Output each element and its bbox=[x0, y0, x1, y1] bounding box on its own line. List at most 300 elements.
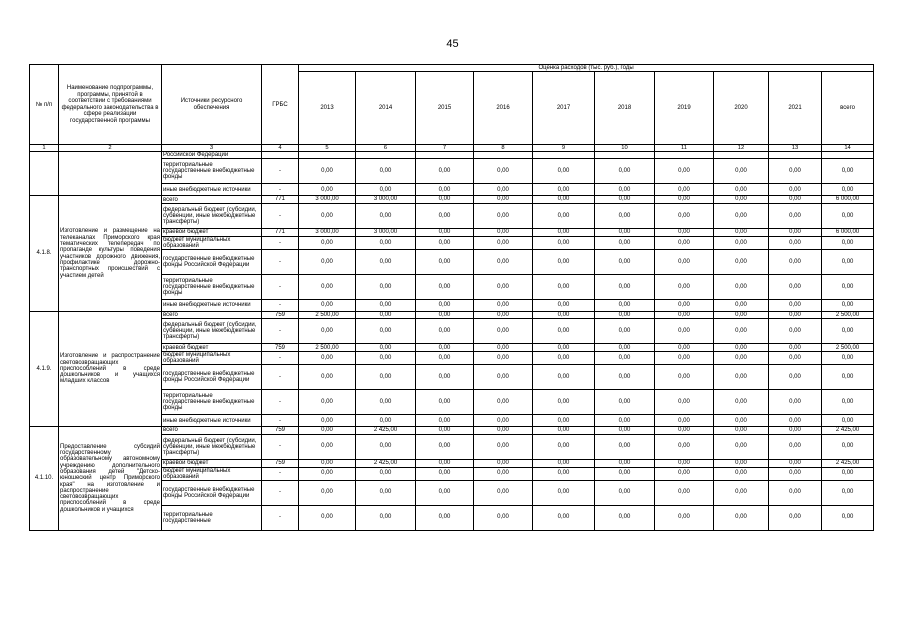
value-cell: 0,00 bbox=[416, 203, 474, 228]
funding-source: территориальные государственные bbox=[162, 505, 262, 530]
value-cell bbox=[299, 152, 356, 159]
grbs-code: - bbox=[262, 390, 299, 415]
value-cell: 0,00 bbox=[714, 459, 769, 467]
value-cell: 0,00 bbox=[474, 236, 533, 249]
grbs-code bbox=[262, 152, 299, 159]
value-cell: 2 425,00 bbox=[822, 427, 874, 434]
value-cell: 0,00 bbox=[416, 249, 474, 274]
column-numbers-row bbox=[30, 145, 874, 152]
value-cell: 0,00 bbox=[533, 249, 595, 274]
funding-source: территориальные государственные внебюджетные фонды bbox=[162, 159, 262, 184]
value-cell: 0,00 bbox=[474, 352, 533, 365]
value-cell bbox=[595, 152, 655, 159]
value-cell: 0,00 bbox=[533, 434, 595, 459]
value-cell: 0,00 bbox=[533, 319, 595, 344]
value-cell: 0,00 bbox=[595, 434, 655, 459]
value-cell: 0,00 bbox=[474, 159, 533, 184]
column-number: 2 bbox=[59, 145, 162, 152]
value-cell: 0,00 bbox=[533, 344, 595, 352]
column-number: 3 bbox=[162, 145, 262, 152]
value-cell: 0,00 bbox=[769, 311, 822, 318]
value-cell: 0,00 bbox=[714, 299, 769, 311]
value-cell: 0,00 bbox=[655, 184, 714, 196]
value-cell: 0,00 bbox=[356, 467, 416, 480]
value-cell: 0,00 bbox=[356, 299, 416, 311]
value-cell: 0,00 bbox=[714, 228, 769, 236]
value-cell: 2 425,00 bbox=[356, 427, 416, 434]
value-cell: 0,00 bbox=[533, 311, 595, 318]
value-cell: 0,00 bbox=[714, 184, 769, 196]
column-number: 8 bbox=[474, 145, 533, 152]
header-year: 2020 bbox=[714, 72, 769, 145]
value-cell: 0,00 bbox=[474, 459, 533, 467]
value-cell: 0,00 bbox=[533, 203, 595, 228]
value-cell: 0,00 bbox=[356, 184, 416, 196]
value-cell: 0,00 bbox=[533, 427, 595, 434]
value-cell: 0,00 bbox=[474, 196, 533, 203]
column-number: 11 bbox=[655, 145, 714, 152]
value-cell: 0,00 bbox=[714, 159, 769, 184]
grbs-code: - bbox=[262, 184, 299, 196]
value-cell: 0,00 bbox=[299, 203, 356, 228]
value-cell: 0,00 bbox=[595, 459, 655, 467]
value-cell: 0,00 bbox=[714, 415, 769, 427]
value-cell: 0,00 bbox=[356, 352, 416, 365]
value-cell: 0,00 bbox=[416, 274, 474, 299]
value-cell: 0,00 bbox=[416, 390, 474, 415]
grbs-code: - bbox=[262, 249, 299, 274]
value-cell: 0,00 bbox=[299, 319, 356, 344]
value-cell: 0,00 bbox=[769, 196, 822, 203]
value-cell: 0,00 bbox=[533, 415, 595, 427]
value-cell: 0,00 bbox=[416, 228, 474, 236]
value-cell: 0,00 bbox=[655, 249, 714, 274]
value-cell: 0,00 bbox=[655, 159, 714, 184]
funding-source: Российской Федерации bbox=[162, 152, 262, 159]
value-cell: 0,00 bbox=[655, 427, 714, 434]
value-cell: 0,00 bbox=[595, 299, 655, 311]
value-cell: 0,00 bbox=[769, 249, 822, 274]
value-cell: 0,00 bbox=[655, 236, 714, 249]
value-cell: 0,00 bbox=[299, 184, 356, 196]
value-cell: 0,00 bbox=[655, 344, 714, 352]
header-year: 2016 bbox=[474, 72, 533, 145]
value-cell: 0,00 bbox=[595, 319, 655, 344]
value-cell bbox=[474, 152, 533, 159]
header-year-total: всего bbox=[822, 72, 874, 145]
value-cell: 0,00 bbox=[655, 319, 714, 344]
value-cell: 0,00 bbox=[714, 427, 769, 434]
grbs-code: 759 bbox=[262, 344, 299, 352]
funding-source: государственные внебюджетные фонды Российской Федерации bbox=[162, 480, 262, 505]
value-cell bbox=[769, 152, 822, 159]
value-cell: 0,00 bbox=[533, 459, 595, 467]
value-cell: 0,00 bbox=[822, 203, 874, 228]
grbs-code: - bbox=[262, 352, 299, 365]
value-cell: 2 500,00 bbox=[299, 311, 356, 318]
header-col-name: Наименование подпрограммы, программы, принятой в соответствии с требованиями федерального законодательства в сфере реализации государственной программы bbox=[59, 65, 162, 145]
item-number: 4.1.9. bbox=[30, 311, 59, 426]
value-cell: 0,00 bbox=[655, 390, 714, 415]
value-cell: 0,00 bbox=[299, 467, 356, 480]
grbs-code: 759 bbox=[262, 311, 299, 318]
value-cell: 0,00 bbox=[714, 319, 769, 344]
value-cell: 0,00 bbox=[474, 203, 533, 228]
value-cell: 2 500,00 bbox=[822, 344, 874, 352]
header-year: 2014 bbox=[356, 72, 416, 145]
value-cell: 0,00 bbox=[533, 390, 595, 415]
value-cell: 0,00 bbox=[714, 467, 769, 480]
funding-source: государственные внебюджетные фонды Российской Федерации bbox=[162, 249, 262, 274]
item-number-cell bbox=[30, 152, 59, 196]
value-cell: 0,00 bbox=[822, 274, 874, 299]
column-number: 7 bbox=[416, 145, 474, 152]
value-cell: 3 000,00 bbox=[299, 228, 356, 236]
value-cell: 0,00 bbox=[655, 415, 714, 427]
table-row bbox=[30, 311, 874, 318]
value-cell: 0,00 bbox=[769, 467, 822, 480]
value-cell: 0,00 bbox=[655, 203, 714, 228]
value-cell: 0,00 bbox=[714, 344, 769, 352]
value-cell: 0,00 bbox=[416, 196, 474, 203]
value-cell: 0,00 bbox=[769, 236, 822, 249]
header-year: 2017 bbox=[533, 72, 595, 145]
value-cell: 0,00 bbox=[356, 319, 416, 344]
funding-source: федеральный бюджет (субсидии, субвенции, иные межбюджетные трансферты) bbox=[162, 434, 262, 459]
value-cell: 0,00 bbox=[299, 505, 356, 530]
funding-source: всего bbox=[162, 311, 262, 318]
value-cell: 0,00 bbox=[533, 299, 595, 311]
funding-source: иные внебюджетные источники bbox=[162, 184, 262, 196]
value-cell: 0,00 bbox=[769, 319, 822, 344]
column-number: 5 bbox=[299, 145, 356, 152]
item-number: 4.1.8. bbox=[30, 196, 59, 311]
value-cell: 0,00 bbox=[474, 228, 533, 236]
value-cell: 0,00 bbox=[299, 390, 356, 415]
column-number: 6 bbox=[356, 145, 416, 152]
grbs-code: 759 bbox=[262, 427, 299, 434]
value-cell: 0,00 bbox=[416, 344, 474, 352]
funding-source: краевой бюджет bbox=[162, 228, 262, 236]
value-cell: 0,00 bbox=[769, 203, 822, 228]
value-cell: 0,00 bbox=[416, 459, 474, 467]
value-cell: 0,00 bbox=[595, 467, 655, 480]
value-cell: 0,00 bbox=[595, 203, 655, 228]
table-row bbox=[30, 152, 874, 159]
value-cell: 0,00 bbox=[822, 434, 874, 459]
grbs-code: - bbox=[262, 159, 299, 184]
value-cell: 0,00 bbox=[714, 390, 769, 415]
value-cell: 0,00 bbox=[822, 415, 874, 427]
value-cell: 0,00 bbox=[416, 427, 474, 434]
value-cell: 0,00 bbox=[714, 196, 769, 203]
grbs-code: - bbox=[262, 415, 299, 427]
budget-table bbox=[29, 64, 874, 531]
value-cell: 0,00 bbox=[595, 196, 655, 203]
value-cell: 0,00 bbox=[655, 196, 714, 203]
table-row bbox=[30, 427, 874, 434]
value-cell: 0,00 bbox=[356, 390, 416, 415]
value-cell: 0,00 bbox=[474, 480, 533, 505]
value-cell: 0,00 bbox=[714, 236, 769, 249]
value-cell: 0,00 bbox=[356, 203, 416, 228]
value-cell: 2 500,00 bbox=[822, 311, 874, 318]
value-cell: 0,00 bbox=[474, 249, 533, 274]
header-year: 2021 bbox=[769, 72, 822, 145]
item-number: 4.1.10. bbox=[30, 427, 59, 530]
page-number: 45 bbox=[446, 38, 459, 50]
value-cell: 0,00 bbox=[356, 365, 416, 390]
value-cell: 0,00 bbox=[822, 299, 874, 311]
funding-source: бюджет муниципальных образований bbox=[162, 352, 262, 365]
value-cell: 0,00 bbox=[474, 390, 533, 415]
value-cell: 3 000,00 bbox=[356, 196, 416, 203]
value-cell: 6 000,00 bbox=[822, 196, 874, 203]
value-cell: 0,00 bbox=[655, 505, 714, 530]
value-cell: 0,00 bbox=[416, 352, 474, 365]
grbs-code: - bbox=[262, 274, 299, 299]
header-year: 2019 bbox=[655, 72, 714, 145]
item-name: Изготовление и размещение на телеканалах Приморского края тематических телепередач по пропаганде культуры поведения участников дорожного движения, профилактике дорожно-транспортных происшествий с участием детей bbox=[59, 196, 162, 311]
value-cell: 0,00 bbox=[595, 365, 655, 390]
value-cell: 0,00 bbox=[595, 390, 655, 415]
value-cell: 0,00 bbox=[356, 249, 416, 274]
value-cell: 0,00 bbox=[299, 480, 356, 505]
value-cell: 0,00 bbox=[714, 311, 769, 318]
value-cell bbox=[822, 152, 874, 159]
value-cell: 0,00 bbox=[474, 184, 533, 196]
column-number: 9 bbox=[533, 145, 595, 152]
value-cell: 0,00 bbox=[769, 390, 822, 415]
value-cell: 0,00 bbox=[299, 249, 356, 274]
funding-source: краевой бюджет bbox=[162, 459, 262, 467]
grbs-code: - bbox=[262, 319, 299, 344]
value-cell: 0,00 bbox=[356, 415, 416, 427]
value-cell: 0,00 bbox=[356, 274, 416, 299]
value-cell: 0,00 bbox=[533, 196, 595, 203]
value-cell: 0,00 bbox=[714, 434, 769, 459]
value-cell: 0,00 bbox=[533, 365, 595, 390]
column-number: 1 bbox=[30, 145, 59, 152]
value-cell: 0,00 bbox=[299, 427, 356, 434]
column-number: 13 bbox=[769, 145, 822, 152]
value-cell bbox=[416, 152, 474, 159]
grbs-code: - bbox=[262, 434, 299, 459]
value-cell: 0,00 bbox=[474, 505, 533, 530]
value-cell: 0,00 bbox=[822, 319, 874, 344]
value-cell: 0,00 bbox=[655, 228, 714, 236]
table-row bbox=[30, 196, 874, 203]
value-cell: 0,00 bbox=[299, 274, 356, 299]
funding-source: федеральный бюджет (субсидии, субвенции, иные межбюджетные трансферты) bbox=[162, 203, 262, 228]
value-cell: 0,00 bbox=[595, 352, 655, 365]
value-cell: 0,00 bbox=[769, 274, 822, 299]
header-year: 2018 bbox=[595, 72, 655, 145]
value-cell: 0,00 bbox=[822, 390, 874, 415]
value-cell: 0,00 bbox=[822, 236, 874, 249]
grbs-code: - bbox=[262, 480, 299, 505]
value-cell: 3 000,00 bbox=[299, 196, 356, 203]
value-cell: 0,00 bbox=[533, 236, 595, 249]
value-cell: 0,00 bbox=[595, 427, 655, 434]
value-cell: 0,00 bbox=[769, 505, 822, 530]
value-cell: 0,00 bbox=[474, 319, 533, 344]
grbs-code: - bbox=[262, 467, 299, 480]
grbs-code: - bbox=[262, 203, 299, 228]
value-cell: 0,00 bbox=[416, 505, 474, 530]
value-cell: 0,00 bbox=[714, 274, 769, 299]
value-cell: 0,00 bbox=[655, 299, 714, 311]
column-number: 12 bbox=[714, 145, 769, 152]
value-cell: 0,00 bbox=[299, 459, 356, 467]
value-cell: 0,00 bbox=[299, 434, 356, 459]
value-cell: 0,00 bbox=[769, 427, 822, 434]
value-cell: 0,00 bbox=[474, 344, 533, 352]
value-cell: 0,00 bbox=[822, 467, 874, 480]
value-cell: 0,00 bbox=[356, 344, 416, 352]
value-cell: 0,00 bbox=[299, 159, 356, 184]
grbs-code: - bbox=[262, 505, 299, 530]
value-cell: 0,00 bbox=[769, 184, 822, 196]
value-cell: 0,00 bbox=[595, 274, 655, 299]
value-cell: 0,00 bbox=[533, 352, 595, 365]
value-cell: 0,00 bbox=[714, 365, 769, 390]
column-number: 10 bbox=[595, 145, 655, 152]
value-cell: 0,00 bbox=[356, 505, 416, 530]
value-cell: 0,00 bbox=[822, 184, 874, 196]
value-cell: 0,00 bbox=[655, 480, 714, 505]
value-cell: 0,00 bbox=[416, 434, 474, 459]
value-cell: 0,00 bbox=[769, 365, 822, 390]
value-cell: 0,00 bbox=[822, 365, 874, 390]
value-cell: 0,00 bbox=[474, 427, 533, 434]
value-cell: 0,00 bbox=[595, 228, 655, 236]
funding-source: иные внебюджетные источники bbox=[162, 415, 262, 427]
value-cell: 0,00 bbox=[769, 352, 822, 365]
value-cell: 0,00 bbox=[769, 159, 822, 184]
value-cell: 0,00 bbox=[474, 311, 533, 318]
value-cell: 0,00 bbox=[299, 415, 356, 427]
value-cell: 0,00 bbox=[655, 467, 714, 480]
value-cell: 0,00 bbox=[356, 480, 416, 505]
grbs-code: - bbox=[262, 365, 299, 390]
value-cell bbox=[356, 152, 416, 159]
value-cell: 0,00 bbox=[299, 352, 356, 365]
funding-source: территориальные государственные внебюджетные фонды bbox=[162, 390, 262, 415]
value-cell: 0,00 bbox=[595, 344, 655, 352]
value-cell: 0,00 bbox=[474, 467, 533, 480]
value-cell: 0,00 bbox=[655, 365, 714, 390]
value-cell: 0,00 bbox=[416, 311, 474, 318]
value-cell: 0,00 bbox=[416, 236, 474, 249]
value-cell: 0,00 bbox=[356, 236, 416, 249]
value-cell: 0,00 bbox=[655, 352, 714, 365]
value-cell: 0,00 bbox=[416, 365, 474, 390]
value-cell: 0,00 bbox=[416, 480, 474, 505]
value-cell: 0,00 bbox=[533, 467, 595, 480]
header-col-grbs: ГРБС bbox=[262, 65, 299, 145]
grbs-code: 771 bbox=[262, 196, 299, 203]
value-cell: 0,00 bbox=[655, 311, 714, 318]
value-cell: 0,00 bbox=[533, 228, 595, 236]
funding-source: бюджет муниципальных образований bbox=[162, 467, 262, 480]
value-cell: 0,00 bbox=[474, 274, 533, 299]
value-cell: 0,00 bbox=[356, 434, 416, 459]
value-cell: 0,00 bbox=[299, 236, 356, 249]
value-cell: 0,00 bbox=[769, 299, 822, 311]
value-cell: 2 425,00 bbox=[356, 459, 416, 467]
grbs-code: 771 bbox=[262, 228, 299, 236]
value-cell: 0,00 bbox=[533, 274, 595, 299]
value-cell: 0,00 bbox=[416, 159, 474, 184]
value-cell: 0,00 bbox=[595, 184, 655, 196]
funding-source: федеральный бюджет (субсидии, субвенции, иные межбюджетные трансферты) bbox=[162, 319, 262, 344]
value-cell: 0,00 bbox=[533, 184, 595, 196]
header-col-estimate: Оценка расходов (тыс. руб.), годы bbox=[299, 65, 874, 72]
value-cell bbox=[714, 152, 769, 159]
value-cell: 0,00 bbox=[655, 459, 714, 467]
value-cell: 0,00 bbox=[533, 505, 595, 530]
header-year: 2013 bbox=[299, 72, 356, 145]
item-name: Изготовление и распространение световозвращающих приспособлений в среде дошкольников и учащихся младших классов bbox=[59, 311, 162, 426]
value-cell: 0,00 bbox=[714, 249, 769, 274]
funding-source: бюджет муниципальных образований bbox=[162, 236, 262, 249]
value-cell: 0,00 bbox=[714, 352, 769, 365]
value-cell: 2 425,00 bbox=[822, 459, 874, 467]
funding-source: всего bbox=[162, 196, 262, 203]
value-cell: 0,00 bbox=[822, 480, 874, 505]
value-cell: 0,00 bbox=[714, 505, 769, 530]
column-number: 4 bbox=[262, 145, 299, 152]
value-cell: 0,00 bbox=[769, 459, 822, 467]
value-cell: 0,00 bbox=[533, 480, 595, 505]
value-cell: 0,00 bbox=[474, 365, 533, 390]
value-cell: 0,00 bbox=[769, 415, 822, 427]
value-cell: 0,00 bbox=[595, 415, 655, 427]
value-cell: 0,00 bbox=[655, 434, 714, 459]
funding-source: всего bbox=[162, 427, 262, 434]
funding-source: государственные внебюджетные фонды Российской Федерации bbox=[162, 365, 262, 390]
grbs-code: - bbox=[262, 236, 299, 249]
value-cell: 0,00 bbox=[655, 274, 714, 299]
column-number: 14 bbox=[822, 145, 874, 152]
value-cell: 0,00 bbox=[822, 505, 874, 530]
header-col-source: Источники ресурсного обеспечения bbox=[162, 65, 262, 145]
value-cell: 0,00 bbox=[595, 311, 655, 318]
funding-source: иные внебюджетные источники bbox=[162, 299, 262, 311]
value-cell: 0,00 bbox=[595, 249, 655, 274]
value-cell: 0,00 bbox=[769, 434, 822, 459]
value-cell: 0,00 bbox=[416, 319, 474, 344]
header-row-top bbox=[30, 65, 874, 72]
value-cell bbox=[533, 152, 595, 159]
item-name: Предоставление субсидий государственному образовательному автономному учреждению дополнительного образования детей "Детско-юношеский центр Приморского края" на изготовление и распространение световозвращающих приспособлений в среде дошкольников и учащихся bbox=[59, 427, 162, 530]
value-cell: 0,00 bbox=[533, 159, 595, 184]
value-cell: 0,00 bbox=[769, 344, 822, 352]
header-col-no: № п/п bbox=[30, 65, 59, 145]
value-cell: 0,00 bbox=[299, 365, 356, 390]
value-cell: 6 000,00 bbox=[822, 228, 874, 236]
value-cell: 0,00 bbox=[714, 480, 769, 505]
value-cell: 0,00 bbox=[822, 249, 874, 274]
value-cell: 0,00 bbox=[769, 228, 822, 236]
value-cell: 0,00 bbox=[822, 352, 874, 365]
value-cell bbox=[655, 152, 714, 159]
value-cell: 0,00 bbox=[416, 299, 474, 311]
value-cell: 0,00 bbox=[595, 505, 655, 530]
value-cell: 0,00 bbox=[595, 480, 655, 505]
grbs-code: - bbox=[262, 299, 299, 311]
